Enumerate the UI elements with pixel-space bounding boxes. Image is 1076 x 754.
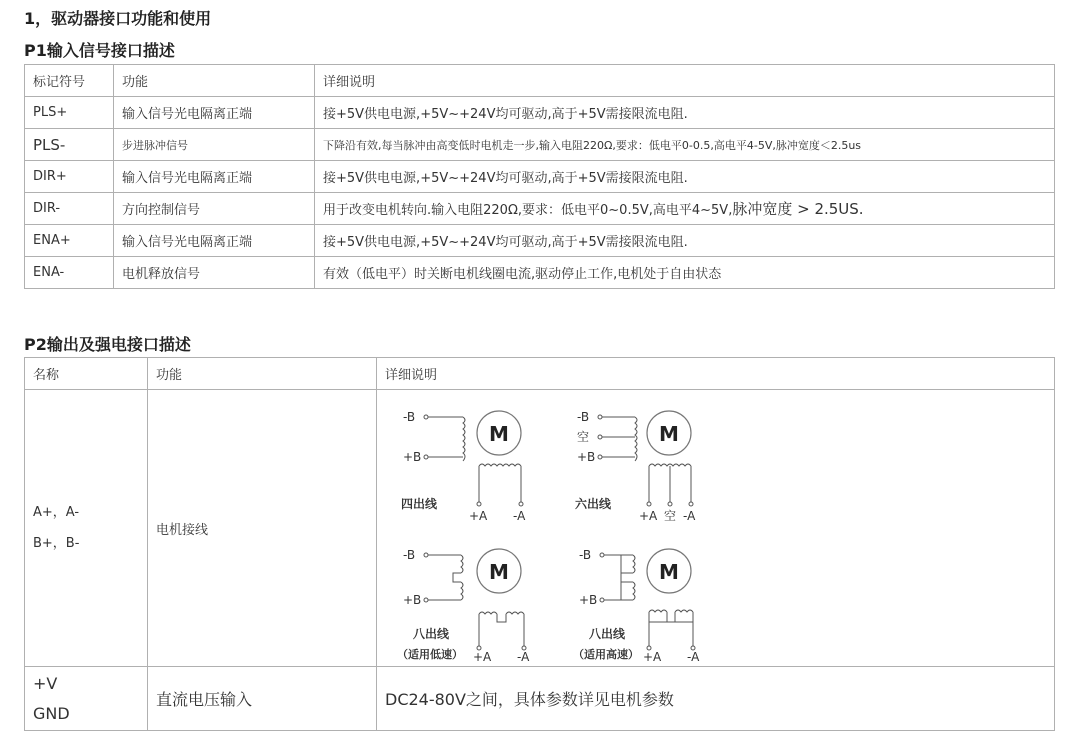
svg-text:空: 空 [664, 509, 677, 523]
svg-text:-A: -A [687, 650, 700, 664]
cell-wiring-diagrams [377, 390, 1055, 667]
cell-function: 输入信号光电隔离正端 [114, 97, 315, 129]
cell-names [25, 667, 148, 731]
cell-symbol: PLS- [25, 129, 114, 161]
p1-title: P1输入信号接口描述 [24, 41, 175, 60]
p2-output-table [24, 357, 1055, 731]
svg-text:六出线: 六出线 [575, 497, 612, 511]
wiring-diagram-6wire [575, 404, 715, 524]
cell-function: 输入信号光电隔离正端 [114, 225, 315, 257]
cell-symbol: ENA+ [25, 225, 114, 257]
header-detail: 详细说明 [315, 65, 1055, 97]
header-name: 名称 [25, 358, 148, 390]
name-a: A+，A- [33, 505, 80, 520]
table-header-row [25, 358, 1055, 390]
svg-text:M: M [489, 422, 509, 446]
cell-detail: 有效（低电平）时关断电机线圈电流,驱动停止工作,电机处于自由状态 [315, 257, 1055, 289]
cell-detail: 接+5V供电电源,+5V~+24V均可驱动,高于+5V需接限流电阻. [315, 97, 1055, 129]
header-detail: 详细说明 [377, 358, 1055, 390]
table-row [25, 257, 1055, 289]
svg-text:八出线: 八出线 [589, 627, 626, 641]
svg-text:+A: +A [639, 509, 658, 523]
section-title: 1，驱动器接口功能和使用 [24, 9, 212, 28]
table-row [25, 225, 1055, 257]
cell-detail [315, 193, 1055, 225]
cell-function: 电机释放信号 [114, 257, 315, 289]
name-vplus: +V [33, 673, 58, 693]
table-row [25, 129, 1055, 161]
name-gnd: GND [33, 703, 70, 723]
wiring-diagram-8wire-low-speed [397, 542, 547, 666]
cell-detail: 接+5V供电电源,+5V~+24V均可驱动,高于+5V需接限流电阻. [315, 225, 1055, 257]
detail-text: 用于改变电机转向.输入电阻220Ω,要求：低电平0~0.5V,高电平4~5V, [323, 203, 733, 218]
cell-symbol: DIR- [25, 193, 114, 225]
cell-detail: 下降沿有效,每当脉冲由高变低时电机走一步,输入电阻220Ω,要求：低电平0-0.5,高电平4-5V,脉冲宽度＜2.5us [315, 129, 1055, 161]
name-b: B+，B- [33, 536, 80, 551]
svg-text:+A: +A [469, 509, 488, 523]
header-symbol: 标记符号 [25, 65, 114, 97]
table-row [25, 161, 1055, 193]
svg-text:-A: -A [683, 509, 696, 523]
svg-text:-B: -B [403, 410, 416, 424]
svg-text:（适用低速）: （适用低速） [397, 648, 463, 661]
svg-text:四出线: 四出线 [401, 497, 438, 511]
table-row [25, 193, 1055, 225]
svg-text:（适用高速）: （适用高速） [573, 648, 639, 661]
wiring-diagram-4wire [401, 404, 541, 524]
svg-text:+B: +B [403, 593, 422, 607]
cell-function: 直流电压输入 [148, 667, 377, 731]
cell-symbol: ENA- [25, 257, 114, 289]
cell-function: 输入信号光电隔离正端 [114, 161, 315, 193]
svg-text:+A: +A [473, 650, 492, 664]
svg-text:+B: +B [577, 450, 596, 464]
cell-symbol: DIR+ [25, 161, 114, 193]
svg-text:+A: +A [643, 650, 662, 664]
cell-function: 方向控制信号 [114, 193, 315, 225]
svg-text:+B: +B [579, 593, 598, 607]
table-row-motor [25, 390, 1055, 667]
svg-text:M: M [659, 422, 679, 446]
p2-title: P2输出及强电接口描述 [24, 335, 191, 354]
wiring-diagram-8wire-high-speed [573, 542, 723, 666]
cell-symbol: PLS+ [25, 97, 114, 129]
svg-text:M: M [489, 560, 509, 584]
header-function: 功能 [148, 358, 377, 390]
svg-text:-B: -B [579, 548, 592, 562]
table-row-power [25, 667, 1055, 731]
svg-text:-B: -B [577, 410, 590, 424]
p1-signal-table [24, 64, 1055, 289]
header-function: 功能 [114, 65, 315, 97]
cell-detail: DC24-80V之间，具体参数详见电机参数 [377, 667, 1055, 731]
table-row [25, 97, 1055, 129]
cell-names [25, 390, 148, 667]
cell-detail: 接+5V供电电源,+5V~+24V均可驱动,高于+5V需接限流电阻. [315, 161, 1055, 193]
svg-text:-A: -A [513, 509, 526, 523]
svg-text:-B: -B [403, 548, 416, 562]
cell-function: 电机接线 [148, 390, 377, 667]
detail-text-tail: 脉冲宽度 > 2.5US. [732, 200, 864, 218]
svg-text:+B: +B [403, 450, 422, 464]
svg-text:M: M [659, 560, 679, 584]
cell-function: 步进脉冲信号 [114, 129, 315, 161]
svg-text:八出线: 八出线 [413, 627, 450, 641]
table-header-row [25, 65, 1055, 97]
svg-text:-A: -A [517, 650, 530, 664]
svg-text:空: 空 [577, 430, 590, 444]
